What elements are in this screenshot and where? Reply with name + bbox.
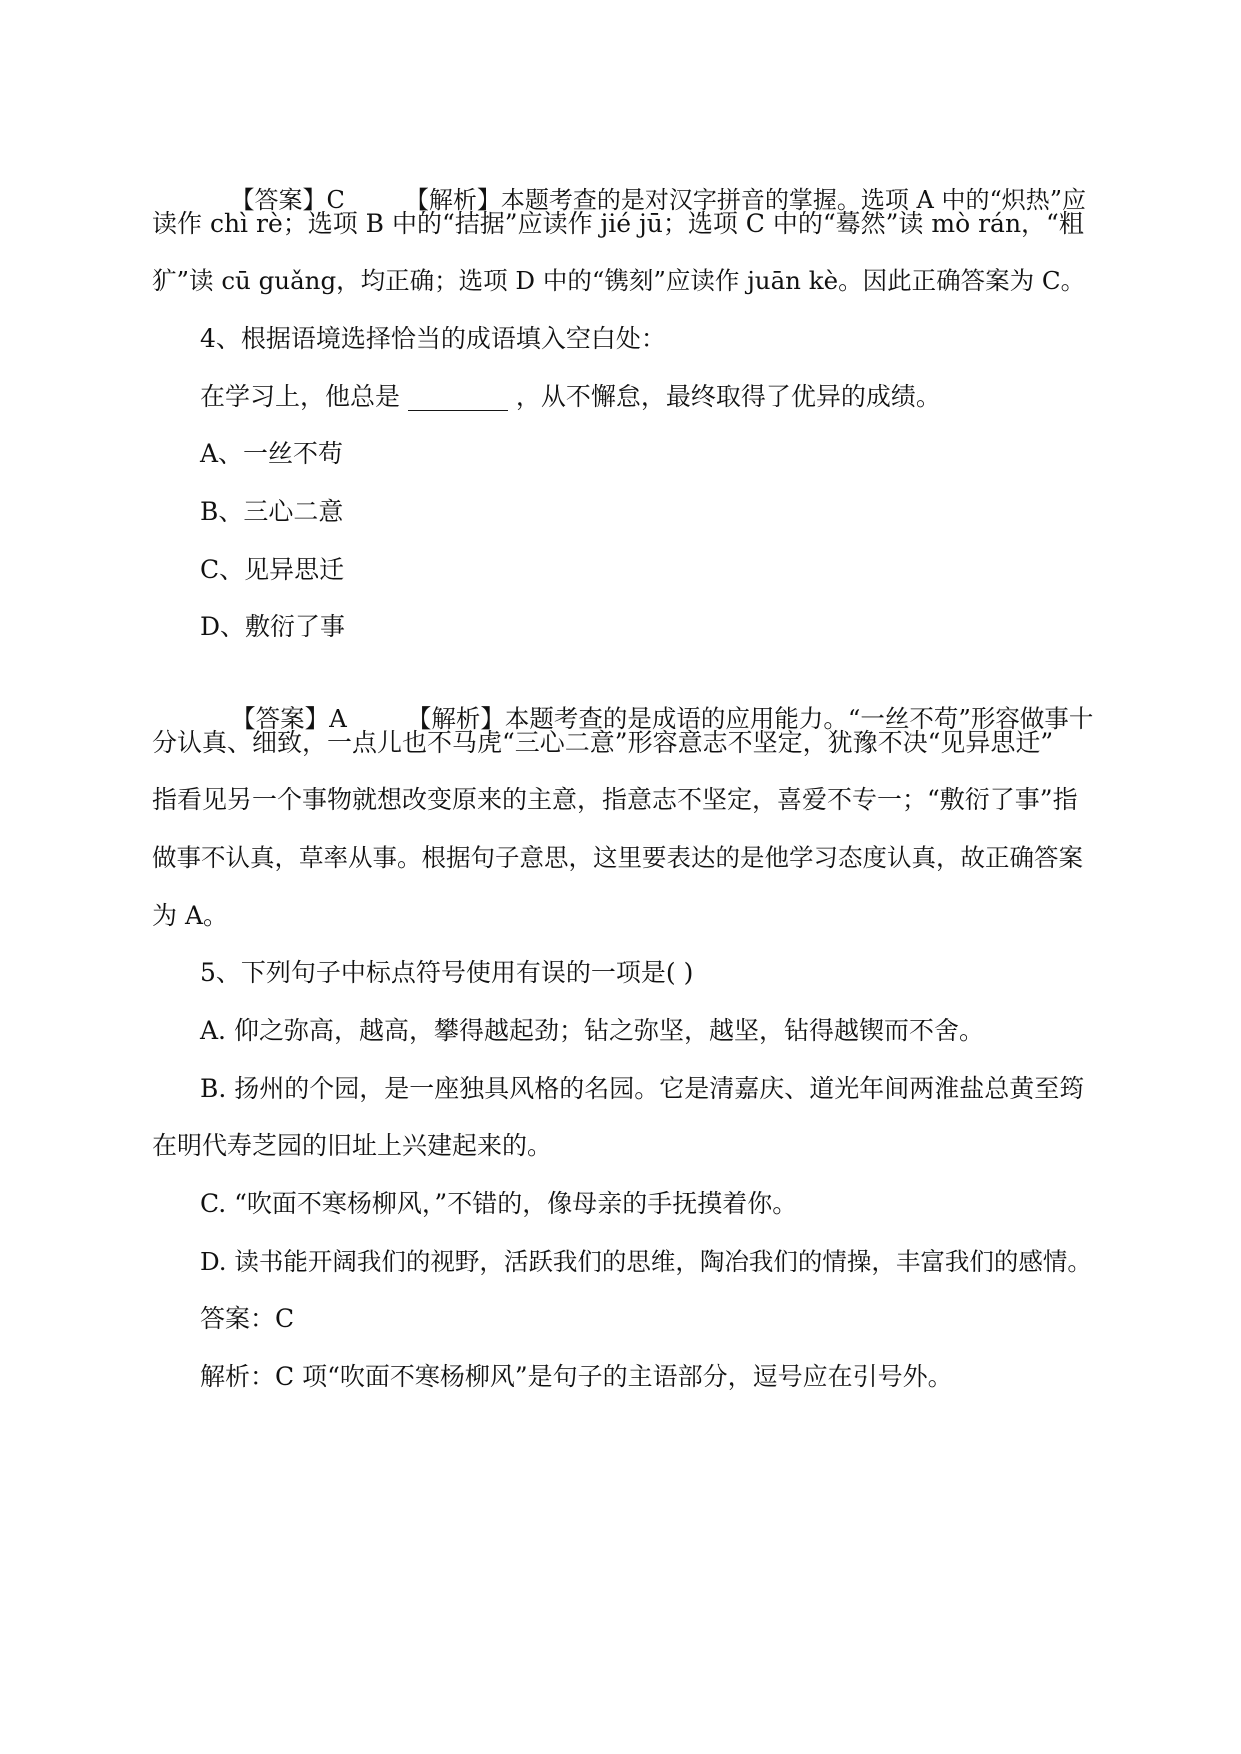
q5-option-b-line1: B. 扬州的个园，是一座独具风格的名园。它是清嘉庆、道光年间两淮盐总黄至筠 bbox=[200, 1074, 1085, 1103]
q5-option-d: D. 读书能开阔我们的视野，活跃我们的思维，陶冶我们的情操，丰富我们的感情。 bbox=[200, 1247, 1092, 1276]
q4-question: 4、根据语境选择恰当的成语填入空白处： bbox=[200, 324, 666, 353]
q3-analysis-line2: 读作 chì rè；选项 B 中的“拮据”应读作 jié jū；选项 C 中的“蓦然”读 mò rán，“粗 bbox=[152, 209, 1084, 238]
q3-analysis-line1: 【解析】本题考查的是对汉字拼音的掌握。选项 A 中的“炽热”应 bbox=[404, 186, 1087, 214]
q4-option-b: B、三心二意 bbox=[200, 497, 344, 526]
q3-analysis-line3: 犷”读 cū guǎng，均正确；选项 D 中的“镌刻”应读作 juān kè。因此正确答案为 C。 bbox=[152, 266, 1086, 295]
q4-analysis-line5: 为 A。 bbox=[152, 901, 229, 930]
q4-analysis-line1: 【解析】本题考查的是成语的应用能力。“一丝不苟”形容做事十 bbox=[406, 704, 1094, 733]
q5-analysis: 解析：C 项“吹面不寒杨柳风”是句子的主语部分，逗号应在引号外。 bbox=[200, 1362, 953, 1391]
q4-option-c: C、见异思迁 bbox=[200, 555, 345, 584]
q5-question: 5、下列句子中标点符号使用有误的一项是( ) bbox=[200, 958, 694, 987]
q4-answer-line bbox=[200, 668, 1094, 733]
q4-answer-label: 【答案】A bbox=[231, 704, 347, 733]
q3-answer-line bbox=[200, 149, 1087, 214]
q4-sentence: 在学习上，他总是 ________ ，从不懈怠，最终取得了优异的成绩。 bbox=[200, 382, 941, 411]
q4-analysis-line4: 做事不认真，草率从事。根据句子意思，这里要表达的是他学习态度认真，故正确答案 bbox=[152, 843, 1083, 872]
q4-option-a: A、一丝不苟 bbox=[200, 439, 344, 468]
q4-analysis-line3: 指看见另一个事物就想改变原来的主意，指意志不坚定，喜爱不专一；“敷衍了事”指 bbox=[152, 785, 1078, 814]
q4-analysis-line2: 分认真、细致，一点儿也不马虎“三心二意”形容意志不坚定，犹豫不决“见异思迁” bbox=[152, 728, 1054, 757]
q5-option-a: A. 仰之弥高，越高，攀得越起劲；钻之弥坚，越坚，钻得越锲而不舍。 bbox=[200, 1016, 984, 1045]
q4-option-d: D、敷衍了事 bbox=[200, 612, 346, 641]
q3-answer-label: 【答案】C bbox=[230, 186, 345, 214]
q5-option-b-line2: 在明代寿芝园的旧址上兴建起来的。 bbox=[152, 1131, 553, 1160]
q5-answer: 答案：C bbox=[200, 1304, 295, 1333]
q5-option-c: C. “吹面不寒杨柳风，”不错的，像母亲的手抚摸着你。 bbox=[200, 1189, 798, 1218]
